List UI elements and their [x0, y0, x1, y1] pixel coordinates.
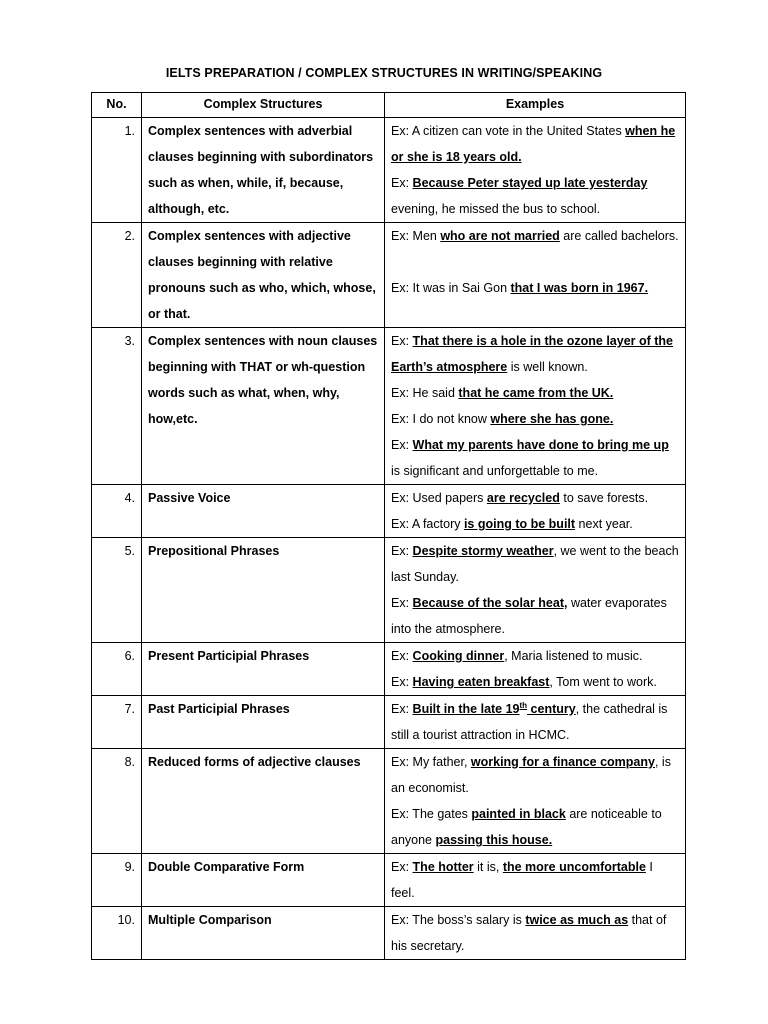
examples-cell [385, 696, 686, 749]
header-no: No. [92, 93, 142, 118]
blank-line [391, 249, 679, 275]
examples-cell [385, 118, 686, 223]
row-number: 10. [92, 907, 142, 960]
table-header-row [92, 93, 686, 118]
example-line: Ex: It was in Sai Gon that I was born in 1967. [391, 281, 649, 295]
row-number: 3. [92, 328, 142, 485]
table-row [92, 485, 686, 538]
structure-cell: Multiple Comparison [142, 907, 385, 960]
example-line: Ex: I do not know where she has gone. [391, 412, 614, 426]
row-number: 1. [92, 118, 142, 223]
examples-cell [385, 907, 686, 960]
example-line: Ex: That there is a hole in the ozone layer of the Earth’s atmosphere is well known. [391, 334, 674, 374]
examples-cell [385, 854, 686, 907]
example-line: Ex: The gates painted in black are noticeable to anyone passing this house. [391, 807, 662, 847]
example-line: Ex: The hotter it is, the more uncomfortable I feel. [391, 860, 653, 900]
examples-cell [385, 749, 686, 854]
header-structure: Complex Structures [142, 93, 385, 118]
table-row [92, 643, 686, 696]
example-line: Ex: Men who are not married are called bachelors. [391, 229, 679, 243]
table-row [92, 696, 686, 749]
table-row [92, 854, 686, 907]
table-row [92, 118, 686, 223]
example-line: Ex: Used papers are recycled to save forests. [391, 491, 649, 505]
table-row [92, 907, 686, 960]
structure-cell: Complex sentences with noun clauses beginning with THAT or wh-question words such as what, when, why, how,etc. [142, 328, 385, 485]
structure-cell: Past Participial Phrases [142, 696, 385, 749]
example-line: Ex: Having eaten breakfast, Tom went to work. [391, 675, 657, 689]
example-line: Ex: The boss’s salary is twice as much as that of his secretary. [391, 913, 667, 953]
row-number: 7. [92, 696, 142, 749]
page-title: IELTS PREPARATION / COMPLEX STRUCTURES IN WRITING/SPEAKING [165, 66, 603, 80]
structure-cell: Present Participial Phrases [142, 643, 385, 696]
example-line: Ex: What my parents have done to bring me up is significant and unforgettable to me. [391, 438, 669, 478]
row-number: 6. [92, 643, 142, 696]
row-number: 8. [92, 749, 142, 854]
examples-cell [385, 223, 686, 328]
example-line: Ex: Despite stormy weather, we went to the beach last Sunday. [391, 544, 679, 584]
structure-cell: Complex sentences with adjective clauses beginning with relative pronouns such as who, which, whose, or that. [142, 223, 385, 328]
table-row [92, 538, 686, 643]
row-number: 2. [92, 223, 142, 328]
examples-cell [385, 538, 686, 643]
example-line: Ex: A factory is going to be built next year. [391, 517, 633, 531]
example-line: Ex: He said that he came from the UK. [391, 386, 614, 400]
row-number: 9. [92, 854, 142, 907]
structure-cell: Passive Voice [142, 485, 385, 538]
examples-cell [385, 643, 686, 696]
table-row [92, 749, 686, 854]
example-line: Ex: My father, working for a finance company, is an economist. [391, 755, 671, 795]
structure-cell: Complex sentences with adverbial clauses beginning with subordinators such as when, while, if, because, although, etc. [142, 118, 385, 223]
structure-cell: Reduced forms of adjective clauses [142, 749, 385, 854]
examples-cell [385, 328, 686, 485]
row-number: 4. [92, 485, 142, 538]
example-line: Ex: Because of the solar heat, water evaporates into the atmosphere. [391, 596, 667, 636]
structure-cell: Prepositional Phrases [142, 538, 385, 643]
header-examples: Examples [385, 93, 686, 118]
row-number: 5. [92, 538, 142, 643]
example-line: Ex: Cooking dinner, Maria listened to music. [391, 649, 643, 663]
examples-cell [385, 485, 686, 538]
structures-table [91, 92, 686, 960]
structure-cell: Double Comparative Form [142, 854, 385, 907]
example-line: Ex: Built in the late 19th century, the cathedral is still a tourist attraction in HCMC. [391, 700, 668, 742]
table-row [92, 328, 686, 485]
example-line: Ex: Because Peter stayed up late yesterday evening, he missed the bus to school. [391, 176, 648, 216]
example-line: Ex: A citizen can vote in the United States when he or she is 18 years old. [391, 124, 676, 164]
table-row [92, 223, 686, 328]
